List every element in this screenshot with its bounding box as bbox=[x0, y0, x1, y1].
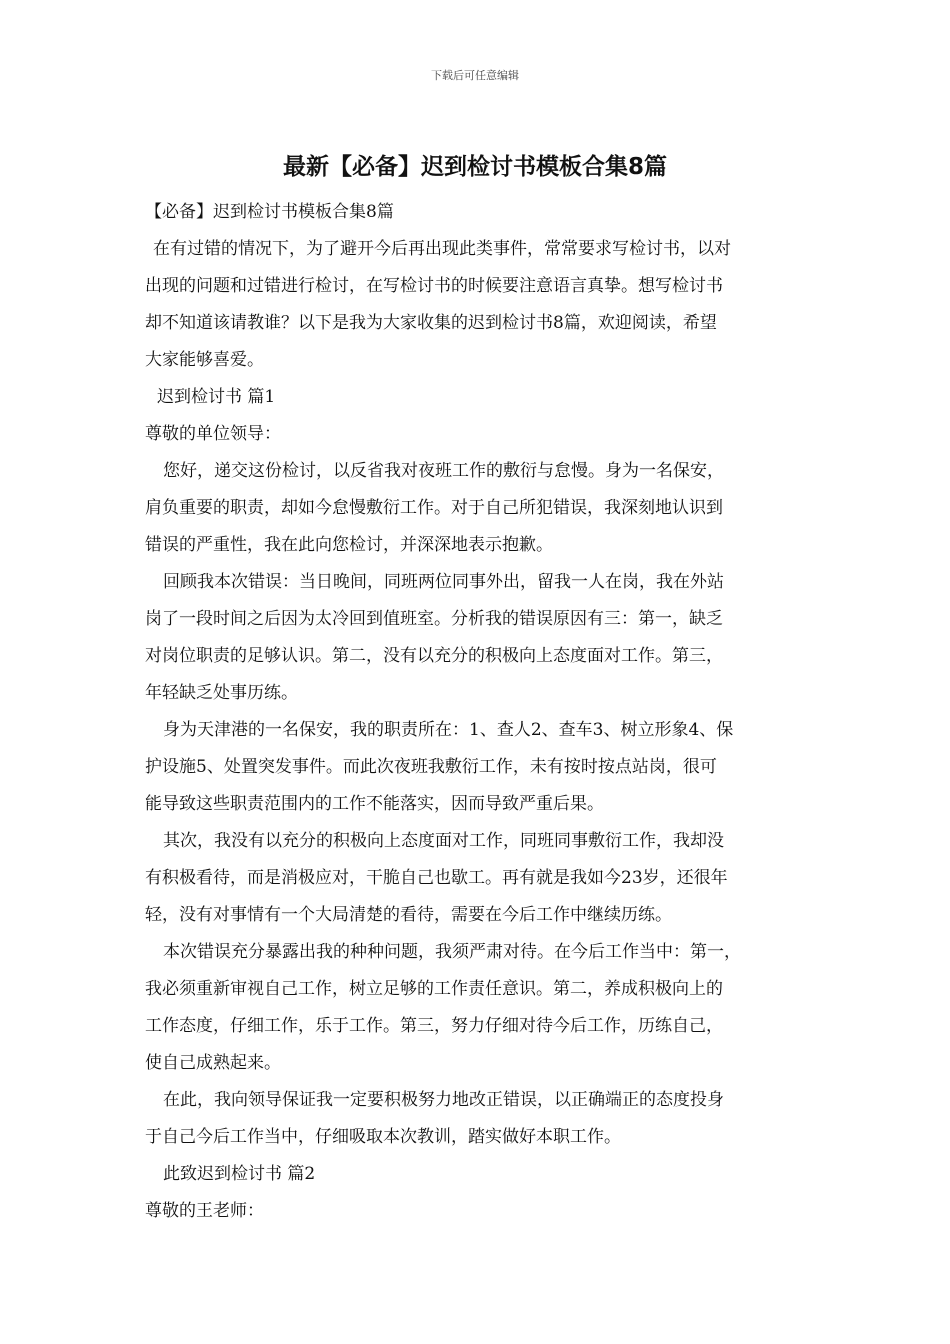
text-line: 肩负重要的职责，却如今怠慢敷衍工作。对于自己所犯错误，我深刻地认识到 bbox=[145, 498, 723, 518]
text-line: 出现的问题和过错进行检讨，在写检讨书的时候要注意语言真挚。想写检讨书 bbox=[145, 276, 723, 296]
text-line: 回顾我本次错误：当日晚间，同班两位同事外出，留我一人在岗，我在外站 bbox=[163, 572, 724, 592]
text-line: 尊敬的单位领导： bbox=[145, 424, 281, 444]
text-line: 有积极看待，而是消极应对，干脆自己也歇工。再有就是我如今23岁，还很年 bbox=[145, 868, 728, 888]
text-line: 却不知道该请教谁？以下是我为大家收集的迟到检讨书8篇，欢迎阅读，希望 bbox=[145, 313, 717, 333]
document-title: 最新【必备】迟到检讨书模板合集8篇 bbox=[282, 154, 667, 180]
text-line: 能导致这些职责范围内的工作不能落实，因而导致严重后果。 bbox=[145, 794, 604, 814]
text-line: 本次错误充分暴露出我的种种问题，我须严肃对待。在今后工作当中：第一， bbox=[163, 942, 741, 962]
text-line: 使自己成熟起来。 bbox=[145, 1053, 281, 1073]
text-line: 大家能够喜爱。 bbox=[145, 350, 264, 370]
text-line: 年轻缺乏处事历练。 bbox=[145, 683, 298, 703]
text-line: 其次，我没有以充分的积极向上态度面对工作，同班同事敷衍工作，我却没 bbox=[163, 831, 724, 851]
text-line: 【必备】迟到检讨书模板合集8篇 bbox=[145, 202, 394, 222]
text-line: 于自己今后工作当中，仔细吸取本次教训，踏实做好本职工作。 bbox=[145, 1127, 621, 1147]
text-line: 身为天津港的一名保安，我的职责所在：1、查人2、查车3、树立形象4、保 bbox=[163, 720, 734, 740]
text-line: 迟到检讨书 篇1 bbox=[157, 387, 276, 407]
text-line: 轻，没有对事情有一个大局清楚的看待，需要在今后工作中继续历练。 bbox=[145, 905, 672, 925]
text-line: 此致迟到检讨书 篇2 bbox=[163, 1164, 316, 1184]
text-line: 在有过错的情况下，为了避开今后再出现此类事件，常常要求写检讨书，以对 bbox=[153, 239, 731, 259]
document-body bbox=[145, 194, 817, 1230]
text-line: 护设施5、处置突发事件。而此次夜班我敷衍工作，未有按时按点站岗，很可 bbox=[145, 757, 717, 777]
text-line: 对岗位职责的足够认识。第二，没有以充分的积极向上态度面对工作。第三， bbox=[145, 646, 723, 666]
text-line: 尊敬的王老师： bbox=[145, 1201, 264, 1221]
text-line: 工作态度，仔细工作，乐于工作。第三，努力仔细对待今后工作，历练自己， bbox=[145, 1016, 723, 1036]
text-line: 错误的严重性，我在此向您检讨，并深深地表示抱歉。 bbox=[145, 535, 553, 555]
text-line: 岗了一段时间之后因为太冷回到值班室。分析我的错误原因有三：第一，缺乏 bbox=[145, 609, 723, 629]
text-line: 您好，递交这份检讨，以反省我对夜班工作的敷衍与怠慢。身为一名保安， bbox=[163, 461, 724, 481]
text-line: 在此，我向领导保证我一定要积极努力地改正错误，以正确端正的态度投身 bbox=[163, 1090, 724, 1110]
text-line: 我必须重新审视自己工作，树立足够的工作责任意识。第二，养成积极向上的 bbox=[145, 979, 723, 999]
header-note: 下载后可任意编辑 bbox=[431, 69, 519, 82]
